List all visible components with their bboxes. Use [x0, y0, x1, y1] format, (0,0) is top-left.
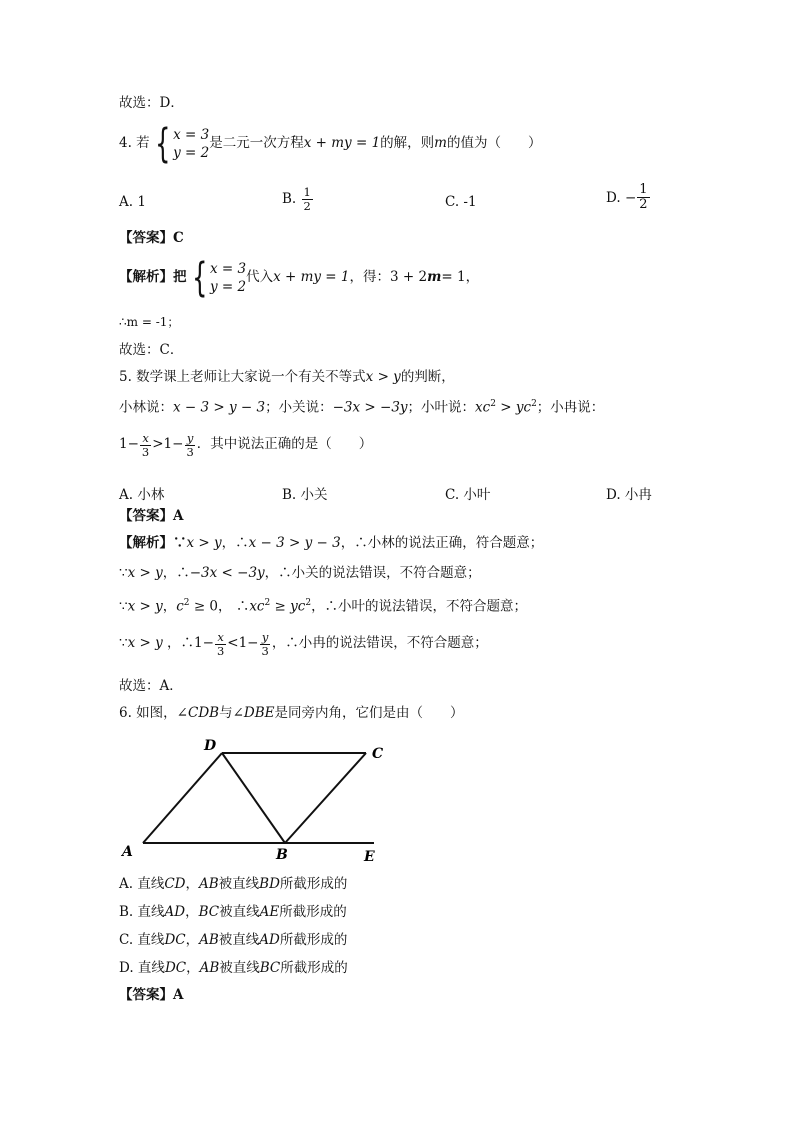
- q3-conclusion: 故选：D．: [119, 95, 184, 111]
- q5-answer: 【答案】A: [119, 508, 184, 524]
- q6-option-b: B. 直线AD，BC被直线AE所截形成的: [119, 904, 347, 920]
- q5-analysis-line3: ∵x > y，$c^2 \ge 0$， $\therefore xc^2 \ge yc^2$，∴小叶的说法错误，不符合题意；: [119, 598, 528, 615]
- q5-analysis-line2: ∵x > y，∴−3x < −3y，∴小关的说法错误，不符合题意；: [119, 565, 481, 581]
- q4-option-d: D. − $\frac{1}{2}$: [606, 182, 648, 213]
- q4-option-b: B. $\frac{1}{2}$: [282, 185, 311, 213]
- label-b: B: [276, 847, 288, 863]
- q5-analysis-line4: ∵ x > y ，∴ 1− $\frac{x}{3}$ < 1− $\frac{y}{3}$ ，∴小冉的说法错误，不符合题意；: [119, 630, 488, 658]
- q6-option-d: D. 直线DC，AB被直线BC所截形成的: [119, 960, 348, 976]
- q6-stem: 6. 如图，∠CDB与∠DBE是同旁内角，它们是由（ ）: [119, 705, 464, 721]
- q4-stem: 4. 若 { x = 3 y = 2 是二元一次方程 x + my = 1 的解，则 m 的值为（ ）: [119, 121, 542, 167]
- q4-answer: 【答案】C: [119, 230, 184, 246]
- q5-option-d: D. 小冉: [606, 487, 652, 503]
- q4-conclusion: 故选：C．: [119, 342, 184, 358]
- q4-analysis: 【解析】把 { x = 3 y = 2 代入 x + my = 1 ，得： 3 + 2 m = 1，: [119, 255, 480, 301]
- q4-option-c: C. -1: [445, 194, 477, 210]
- line-db: [222, 753, 285, 843]
- q6-option-c: C. 直线DC，AB被直线AD所截形成的: [119, 932, 348, 948]
- q4-option-a: A. 1: [119, 194, 146, 210]
- label-e: E: [364, 849, 375, 865]
- line-bc: [285, 753, 366, 843]
- q5-analysis-line1: 【解析】∵x > y，∴x − 3 > y − 3，∴小林的说法正确，符合题意；: [119, 535, 544, 551]
- q4-therefore: ∴m = -1；: [119, 315, 180, 329]
- geometry-figure: [110, 728, 400, 868]
- q5-stem-line1: 5. 数学课上老师让大家说一个有关不等式x > y的判断，: [119, 369, 455, 385]
- q5-conclusion: 故选：A．: [119, 678, 183, 694]
- label-c: C: [372, 746, 384, 762]
- q5-option-c: C. 小叶: [445, 487, 491, 503]
- q6-answer: 【答案】A: [119, 987, 184, 1003]
- q6-option-a: A. 直线CD，AB被直线BD所截形成的: [119, 876, 348, 892]
- q5-stem-line2: 小林说：x − 3 > y − 3；小关说：−3x > −3y；小叶说：$xc^2 > yc^2$；小冉说：: [119, 399, 605, 416]
- q5-stem-line3: 1− $\frac{x}{3}$ > 1− $\frac{y}{3}$ ．其中说法正确的是（ ）: [119, 431, 373, 459]
- label-d: D: [204, 738, 217, 754]
- q5-option-b: B. 小关: [282, 487, 328, 503]
- label-a: A: [122, 844, 133, 860]
- q5-option-a: A. 小林: [119, 487, 165, 503]
- equation-system: { x = 3 y = 2: [154, 121, 210, 167]
- line-ad: [143, 753, 222, 843]
